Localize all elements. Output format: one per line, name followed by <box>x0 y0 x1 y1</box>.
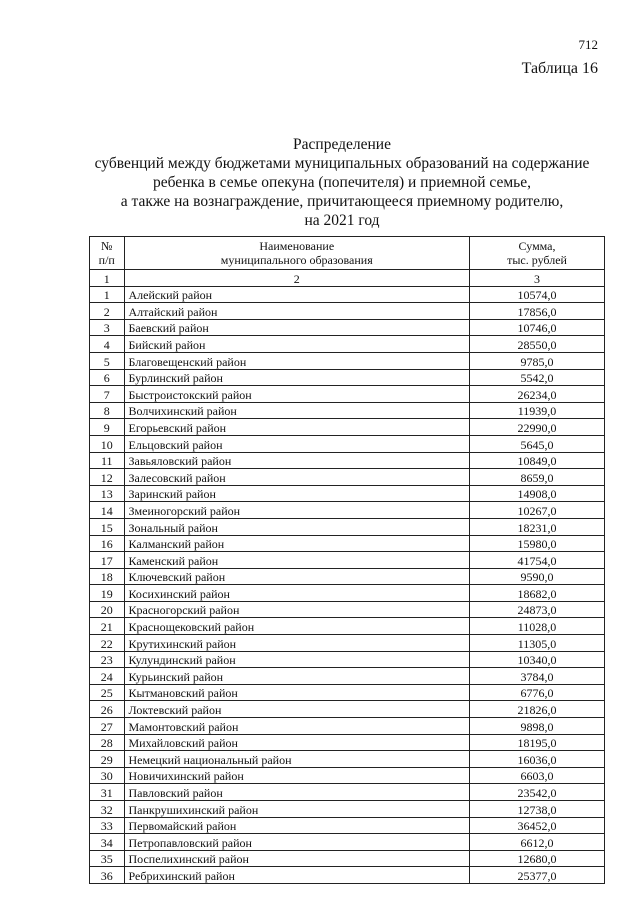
row-sum: 18195,0 <box>470 734 605 751</box>
row-number: 26 <box>90 701 125 718</box>
row-sum: 6603,0 <box>470 767 605 784</box>
row-number: 9 <box>90 419 125 436</box>
row-sum: 21826,0 <box>470 701 605 718</box>
row-municipality: Каменский район <box>124 552 470 569</box>
row-municipality: Косихинский район <box>124 585 470 602</box>
row-sum: 24873,0 <box>470 601 605 618</box>
table-row <box>90 485 605 502</box>
column-index-row <box>90 270 605 287</box>
row-sum: 10849,0 <box>470 452 605 469</box>
column-index: 2 <box>124 270 470 287</box>
row-number: 12 <box>90 469 125 486</box>
row-number: 29 <box>90 751 125 768</box>
table-row <box>90 319 605 336</box>
row-sum: 10267,0 <box>470 502 605 519</box>
table-row <box>90 419 605 436</box>
header-name-line-2: муниципального образования <box>220 253 373 267</box>
row-number: 25 <box>90 684 125 701</box>
row-number: 23 <box>90 651 125 668</box>
table-row <box>90 651 605 668</box>
table-row <box>90 502 605 519</box>
row-municipality: Первомайский район <box>124 817 470 834</box>
table-row <box>90 684 605 701</box>
row-number: 13 <box>90 485 125 502</box>
row-number: 1 <box>90 286 125 303</box>
row-sum: 5645,0 <box>470 435 605 452</box>
table-row <box>90 867 605 884</box>
row-number: 35 <box>90 850 125 867</box>
table-body <box>90 286 605 883</box>
row-number: 30 <box>90 767 125 784</box>
table-row <box>90 552 605 569</box>
table-row <box>90 850 605 867</box>
heading-line-2: субвенций между бюджетами муниципальных образований на содержание <box>94 155 590 172</box>
row-sum: 3784,0 <box>470 668 605 685</box>
header-number-line-1: № <box>101 239 113 253</box>
row-municipality: Краснощековский район <box>124 618 470 635</box>
row-number: 24 <box>90 668 125 685</box>
row-sum: 41754,0 <box>470 552 605 569</box>
row-municipality: Поспелихинский район <box>124 850 470 867</box>
row-number: 5 <box>90 352 125 369</box>
table-row <box>90 834 605 851</box>
table-row <box>90 286 605 303</box>
row-municipality: Михайловский район <box>124 734 470 751</box>
table-row <box>90 751 605 768</box>
row-municipality: Крутихинский район <box>124 635 470 652</box>
row-number: 36 <box>90 867 125 884</box>
header-row <box>90 237 605 270</box>
row-number: 28 <box>90 734 125 751</box>
row-sum: 12738,0 <box>470 801 605 818</box>
row-number: 11 <box>90 452 125 469</box>
row-sum: 5542,0 <box>470 369 605 386</box>
row-municipality: Завьяловский район <box>124 452 470 469</box>
table-row <box>90 469 605 486</box>
row-municipality: Ребрихинский район <box>124 867 470 884</box>
row-municipality: Локтевский район <box>124 701 470 718</box>
row-sum: 11939,0 <box>470 402 605 419</box>
column-index: 3 <box>470 270 605 287</box>
table-row <box>90 402 605 419</box>
table-row <box>90 601 605 618</box>
table-row <box>90 452 605 469</box>
row-number: 3 <box>90 319 125 336</box>
row-number: 22 <box>90 635 125 652</box>
row-sum: 16036,0 <box>470 751 605 768</box>
row-number: 10 <box>90 435 125 452</box>
row-sum: 26234,0 <box>470 386 605 403</box>
row-municipality: Алейский район <box>124 286 470 303</box>
table-row <box>90 352 605 369</box>
row-number: 6 <box>90 369 125 386</box>
table-row <box>90 386 605 403</box>
row-number: 18 <box>90 568 125 585</box>
table-row <box>90 734 605 751</box>
table-row <box>90 535 605 552</box>
row-number: 34 <box>90 834 125 851</box>
row-sum: 11305,0 <box>470 635 605 652</box>
table-row <box>90 435 605 452</box>
row-number: 20 <box>90 601 125 618</box>
row-municipality: Ельцовский район <box>124 435 470 452</box>
row-sum: 14908,0 <box>470 485 605 502</box>
row-municipality: Бийский район <box>124 336 470 353</box>
row-sum: 8659,0 <box>470 469 605 486</box>
row-municipality: Курьинский район <box>124 668 470 685</box>
table-row <box>90 568 605 585</box>
row-sum: 22990,0 <box>470 419 605 436</box>
row-number: 7 <box>90 386 125 403</box>
row-municipality: Калманский район <box>124 535 470 552</box>
row-municipality: Павловский район <box>124 784 470 801</box>
row-number: 8 <box>90 402 125 419</box>
table-row <box>90 635 605 652</box>
row-municipality: Петропавловский район <box>124 834 470 851</box>
column-index: 1 <box>90 270 125 287</box>
row-municipality: Немецкий национальный район <box>124 751 470 768</box>
row-number: 32 <box>90 801 125 818</box>
row-municipality: Змеиногорский район <box>124 502 470 519</box>
row-sum: 23542,0 <box>470 784 605 801</box>
heading-line-5: на 2021 год <box>304 212 380 229</box>
heading-line-1: Распределение <box>293 136 391 153</box>
row-sum: 10340,0 <box>470 651 605 668</box>
row-sum: 36452,0 <box>470 817 605 834</box>
row-sum: 12680,0 <box>470 850 605 867</box>
row-sum: 15980,0 <box>470 535 605 552</box>
table-row <box>90 585 605 602</box>
table-row <box>90 668 605 685</box>
table-row <box>90 801 605 818</box>
table-label: Таблица 16 <box>521 60 598 77</box>
row-municipality: Бурлинский район <box>124 369 470 386</box>
header-number <box>90 237 125 270</box>
row-sum: 28550,0 <box>470 336 605 353</box>
row-number: 14 <box>90 502 125 519</box>
row-municipality: Мамонтовский район <box>124 718 470 735</box>
row-municipality: Быстроистокский район <box>124 386 470 403</box>
row-number: 21 <box>90 618 125 635</box>
table-row <box>90 701 605 718</box>
row-number: 27 <box>90 718 125 735</box>
row-sum: 18231,0 <box>470 518 605 535</box>
row-municipality: Зональный район <box>124 518 470 535</box>
table-row <box>90 767 605 784</box>
table-row <box>90 718 605 735</box>
row-number: 15 <box>90 518 125 535</box>
header-name <box>124 237 470 270</box>
row-sum: 9898,0 <box>470 718 605 735</box>
row-number: 2 <box>90 303 125 320</box>
table-row <box>90 518 605 535</box>
row-municipality: Панкрушихинский район <box>124 801 470 818</box>
header-sum <box>470 237 605 270</box>
row-number: 17 <box>90 552 125 569</box>
row-municipality: Баевский район <box>124 319 470 336</box>
row-sum: 10746,0 <box>470 319 605 336</box>
table-row <box>90 303 605 320</box>
heading-line-3: ребенка в семье опекуна (попечителя) и приемной семье, <box>153 174 531 191</box>
row-municipality: Заринский район <box>124 485 470 502</box>
row-sum: 10574,0 <box>470 286 605 303</box>
table-row <box>90 336 605 353</box>
row-sum: 25377,0 <box>470 867 605 884</box>
row-municipality: Новичихинский район <box>124 767 470 784</box>
row-number: 33 <box>90 817 125 834</box>
row-municipality: Кулундинский район <box>124 651 470 668</box>
row-municipality: Благовещенский район <box>124 352 470 369</box>
page-number: 712 <box>578 37 598 52</box>
header-sum-line-1: Сумма, <box>518 239 556 253</box>
row-sum: 6776,0 <box>470 684 605 701</box>
table-row <box>90 369 605 386</box>
header-sum-line-2: тыс. рублей <box>507 253 567 267</box>
row-municipality: Красногорский район <box>124 601 470 618</box>
row-number: 19 <box>90 585 125 602</box>
document-heading <box>60 135 624 230</box>
row-sum: 9785,0 <box>470 352 605 369</box>
row-municipality: Алтайский район <box>124 303 470 320</box>
heading-line-4: а также на вознаграждение, причитающееся приемному родителю, <box>120 193 564 210</box>
header-name-line-1: Наименование <box>259 239 335 253</box>
table-row <box>90 784 605 801</box>
row-municipality: Кытмановский район <box>124 684 470 701</box>
row-sum: 18682,0 <box>470 585 605 602</box>
row-number: 16 <box>90 535 125 552</box>
row-number: 4 <box>90 336 125 353</box>
row-municipality: Волчихинский район <box>124 402 470 419</box>
row-sum: 9590,0 <box>470 568 605 585</box>
row-municipality: Ключевский район <box>124 568 470 585</box>
header-number-line-2: п/п <box>98 253 115 267</box>
row-municipality: Егорьевский район <box>124 419 470 436</box>
row-number: 31 <box>90 784 125 801</box>
row-municipality: Залесовский район <box>124 469 470 486</box>
table-row <box>90 618 605 635</box>
subvention-table <box>89 236 605 884</box>
table-row <box>90 817 605 834</box>
row-sum: 6612,0 <box>470 834 605 851</box>
row-sum: 17856,0 <box>470 303 605 320</box>
row-sum: 11028,0 <box>470 618 605 635</box>
